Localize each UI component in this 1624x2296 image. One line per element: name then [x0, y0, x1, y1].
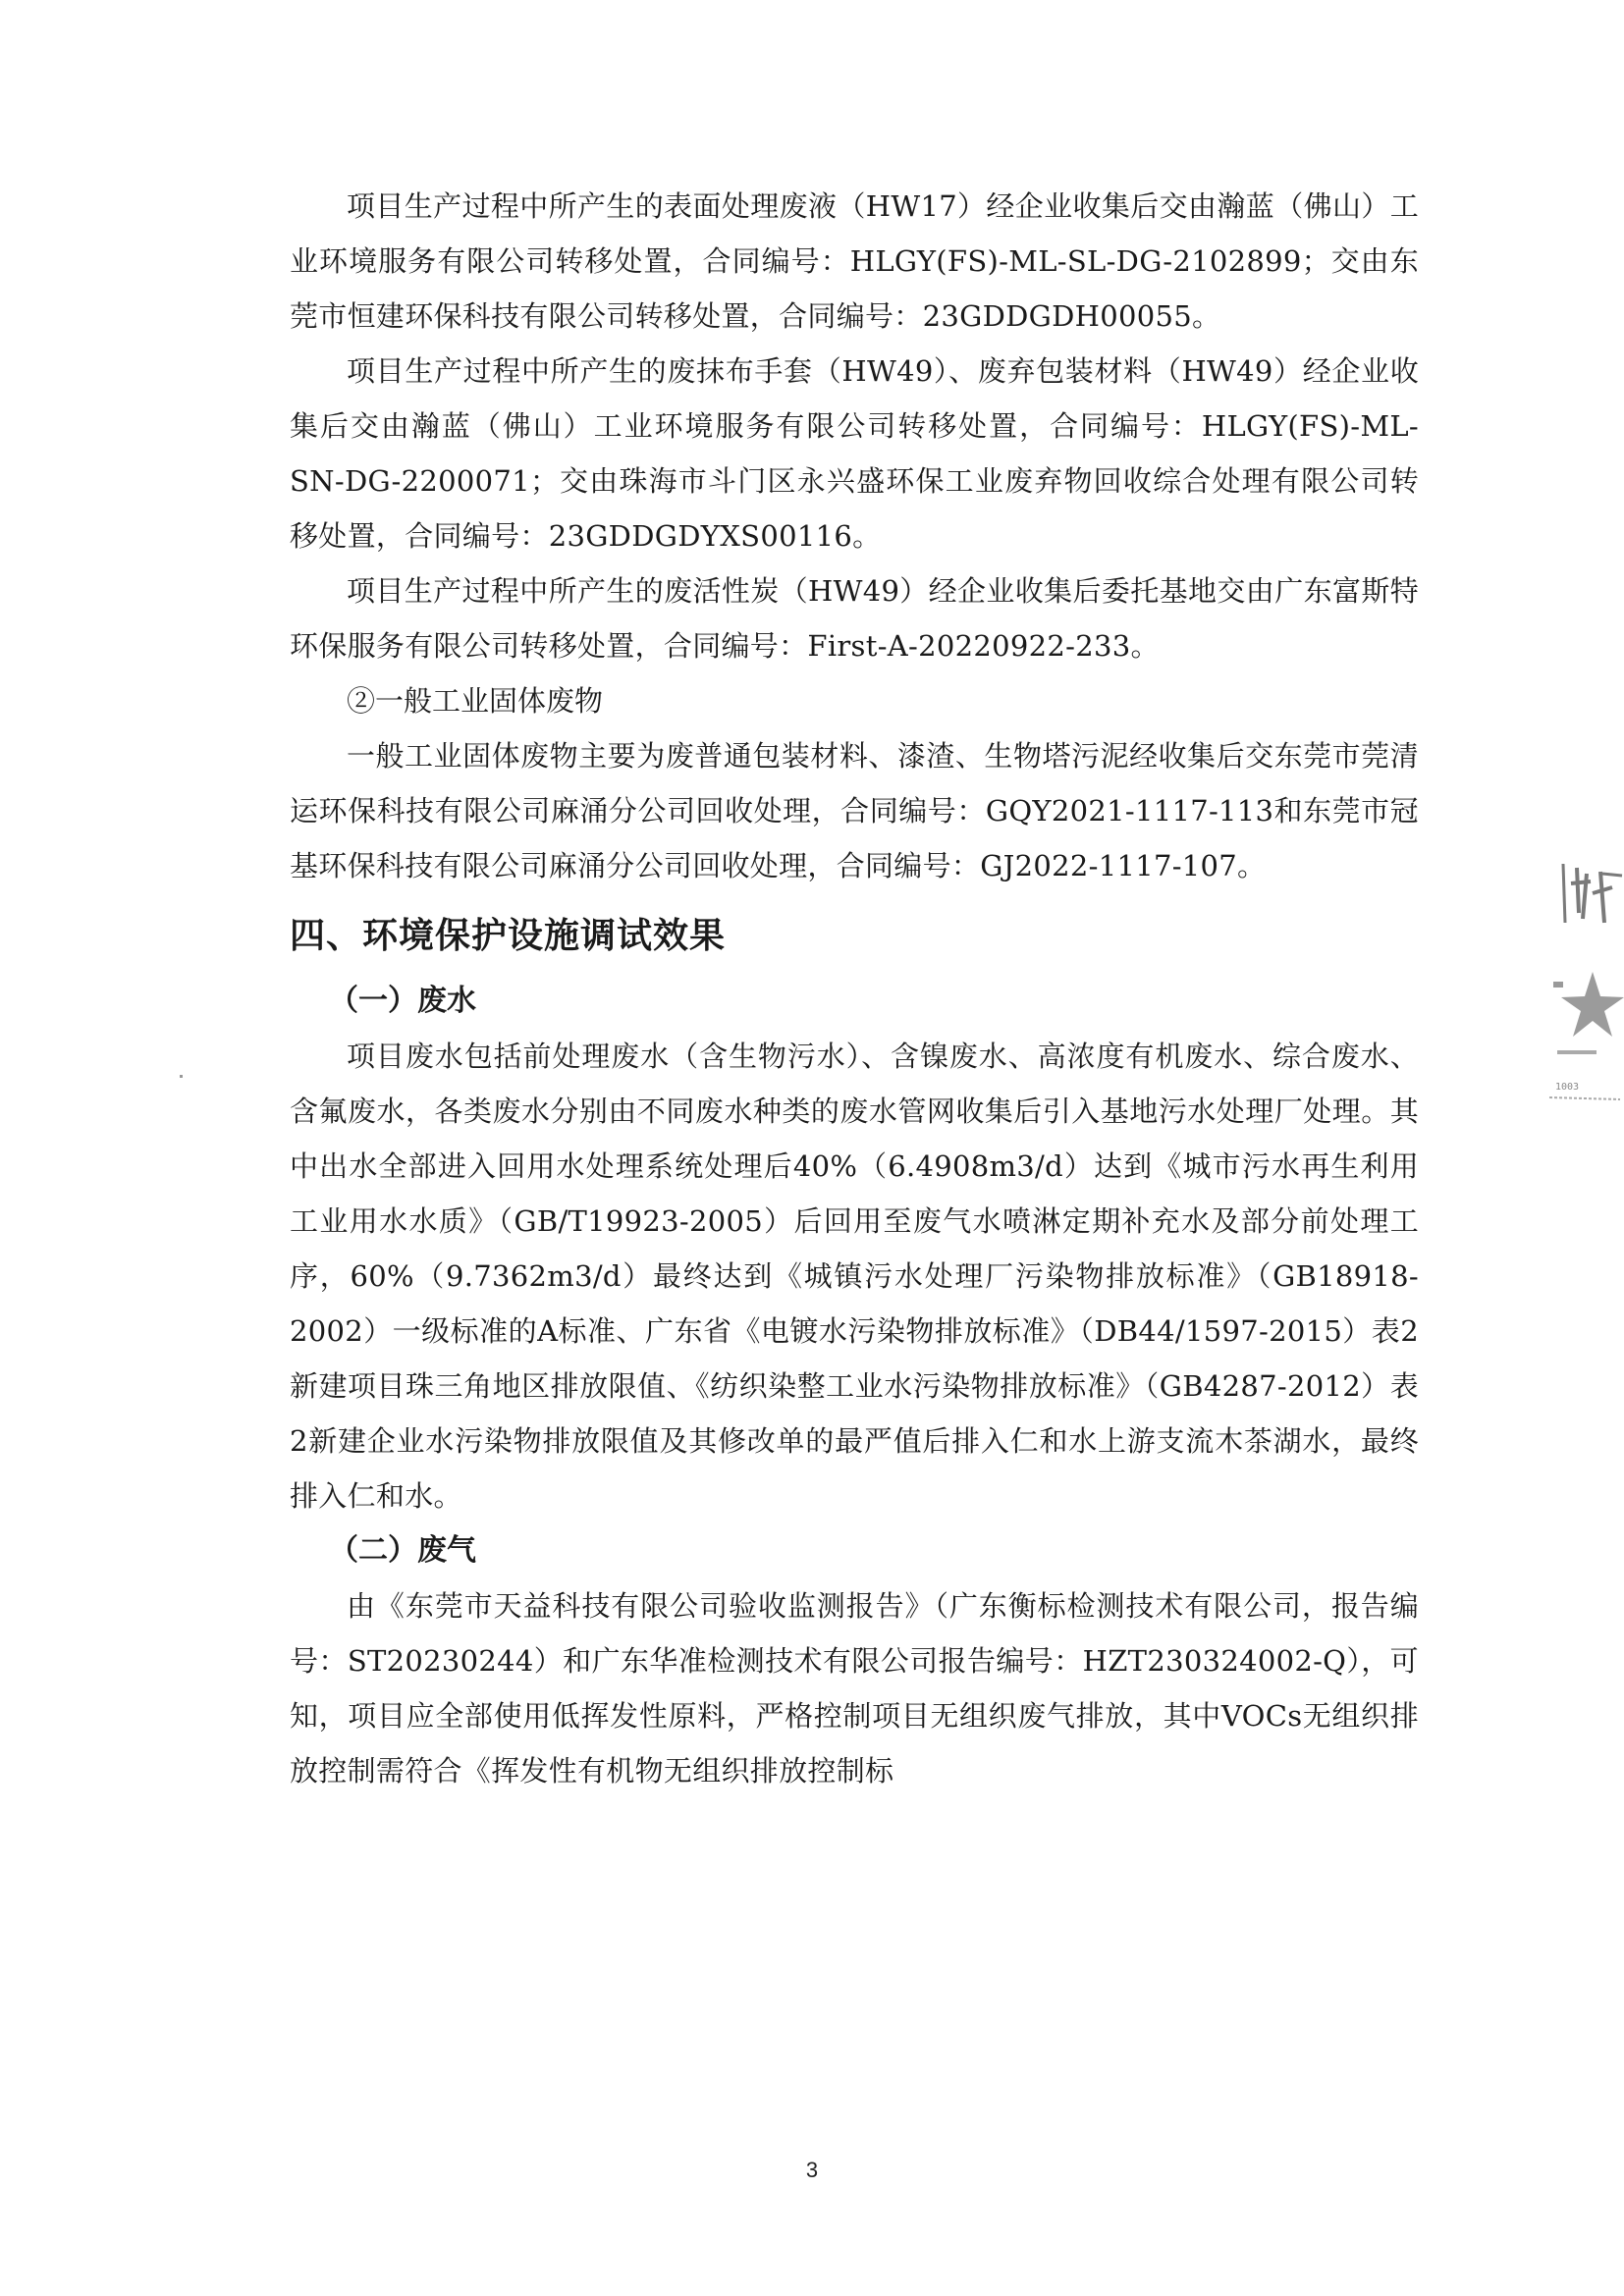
seal-stamp-fragment	[1543, 854, 1624, 1178]
svg-text:1003: 1003	[1555, 1082, 1580, 1093]
paragraph-hw17-disposal: 项目生产过程中所产生的表面处理废液（HW17）经企业收集后交由瀚蓝（佛山）工业环境服务有限公司转移处置，合同编号：HLGY(FS)-ML-SL-DG-2102899；交由东莞市恒建环保科技有限公司转移处置，合同编号：23GDDGDH00055。	[290, 189, 1419, 333]
paragraph-activated-carbon: 项目生产过程中所产生的废活性炭（HW49）经企业收集后委托基地交由广东富斯特环保服务有限公司转移处置，合同编号：First-A-20220922-233。	[290, 574, 1419, 663]
paragraph-exhaust-gas: 由《东莞市天益科技有限公司验收监测报告》（广东衡标检测技术有限公司，报告编号：ST20230244）和广东华准检测技术有限公司报告编号：HZT230324002-Q），可知，项目应全部使用低挥发性原料，严格控制项目无组织废气排放，其中VOCs无组织排放控制需符合《挥发性有机物无组织排放控制标	[290, 1589, 1419, 1788]
subsection-heading-exhaust-gas: （二）废气	[329, 1533, 476, 1568]
paragraph-hw49-gloves-packaging: 项目生产过程中所产生的废抹布手套（HW49）、废弃包装材料（HW49）经企业收集后交由瀚蓝（佛山）工业环境服务有限公司转移处置，合同编号：HLGY(FS)-ML-SN-DG-2200071；交由珠海市斗门区永兴盛环保工业废弃物回收综合处理有限公司转移处置，合同编号：23GDDGDYXS00116。	[290, 354, 1419, 553]
subheading-general-solid-waste: ②一般工业固体废物	[347, 684, 604, 718]
page-number: 3	[805, 2158, 819, 2182]
page-content	[290, 179, 1419, 1798]
paragraph-wastewater: 项目废水包括前处理废水（含生物污水）、含镍废水、高浓度有机废水、综合废水、含氟废水，各类废水分别由不同废水种类的废水管网收集后引入基地污水处理厂处理。其中出水全部进入回用水处理系统处理后40%（6.4908m3/d）达到《城市污水再生利用工业用水水质》（GB/T19923-2005）后回用至废气水喷淋定期补充水及部分前处理工序，60%（9.7362m3/d）最终达到《城镇污水处理厂污染物排放标准》（GB18918-2002）一级标准的A标准、广东省《电镀水污染物排放标准》（DB44/1597-2015）表2新建项目珠三角地区排放限值、《纺织染整工业水污染物排放标准》（GB4287-2012）表2新建企业水污染物排放限值及其修改单的最严值后排入仁和水上游支流木茶湖水，最终排入仁和水。	[290, 1040, 1419, 1513]
subsection-heading-wastewater: （一）废水	[329, 984, 476, 1018]
scan-dot	[180, 1075, 183, 1078]
section-heading-4: 四、环境保护设施调试效果	[290, 915, 727, 956]
paragraph-general-solid-waste: 一般工业固体废物主要为废普通包装材料、漆渣、生物塔污泥经收集后交东莞市莞清运环保科技有限公司麻涌分公司回收处理，合同编号：GQY2021-1117-113和东莞市冠基环保科技有限公司麻涌分公司回收处理，合同编号：GJ2022-1117-107。	[290, 739, 1419, 882]
